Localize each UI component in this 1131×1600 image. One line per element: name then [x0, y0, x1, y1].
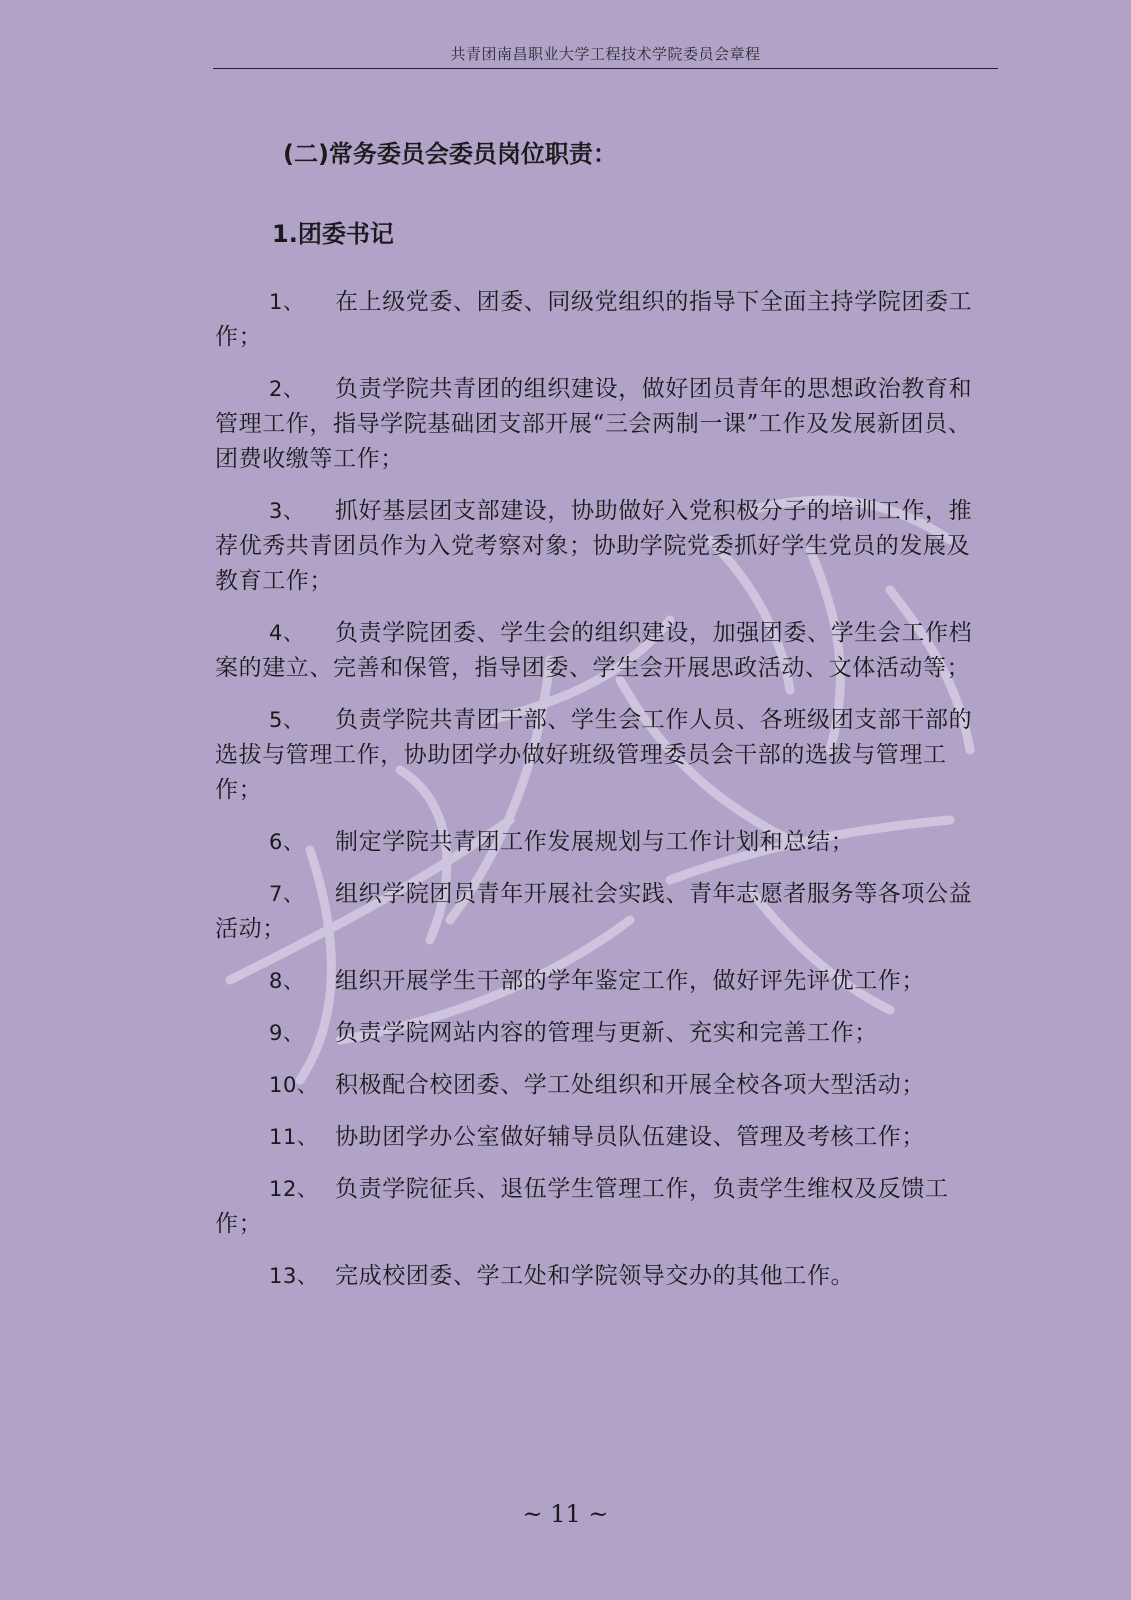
item-number: 6、 — [269, 830, 305, 854]
item-number: 3、 — [269, 499, 305, 523]
list-item — [215, 1068, 991, 1103]
item-number: 12、 — [269, 1177, 319, 1201]
item-number: 2、 — [269, 377, 305, 401]
item-text: 在上级党委、团委、同级党组织的指导下全面主持学院团委工作； — [215, 289, 973, 350]
item-number: 13、 — [269, 1264, 319, 1288]
item-number: 11、 — [269, 1125, 319, 1149]
item-text: 组织学院团员青年开展社会实践、青年志愿者服务等各项公益活动； — [215, 881, 973, 942]
item-number: 8、 — [269, 969, 305, 993]
list-item — [215, 1120, 991, 1155]
list-item — [215, 1172, 991, 1242]
item-text: 负责学院征兵、退伍学生管理工作，负责学生维权及反馈工作； — [215, 1176, 949, 1237]
page-header: 共青团南昌职业大学工程技术学院委员会章程 — [213, 40, 998, 69]
list-item — [215, 372, 991, 477]
item-text: 负责学院共青团干部、学生会工作人员、各班级团支部干部的选拔与管理工作，协助团学办做好班级管理委员会干部的选拔与管理工作； — [215, 707, 973, 803]
item-number: 10、 — [269, 1073, 319, 1097]
list-item — [215, 877, 991, 947]
item-text: 协助团学办公室做好辅导员队伍建设、管理及考核工作； — [335, 1124, 925, 1150]
item-text: 抓好基层团支部建设，协助做好入党积极分子的培训工作，推荐优秀共青团员作为入党考察对象；协助学院党委抓好学生党员的发展及教育工作； — [215, 498, 973, 594]
item-text: 组织开展学生干部的学年鉴定工作，做好评先评优工作； — [335, 968, 925, 994]
item-text: 积极配合校团委、学工处组织和开展全校各项大型活动； — [335, 1072, 925, 1098]
list-item — [215, 703, 991, 808]
item-number: 7、 — [269, 882, 305, 906]
item-text: 负责学院网站内容的管理与更新、充实和完善工作； — [335, 1020, 878, 1046]
duty-list — [215, 285, 991, 1311]
list-item — [215, 825, 991, 860]
item-text: 完成校团委、学工处和学院领导交办的其他工作。 — [335, 1263, 855, 1289]
list-item — [215, 616, 991, 686]
item-text: 负责学院共青团的组织建设，做好团员青年的思想政治教育和管理工作，指导学院基础团支部开展“三会两制一课”工作及发展新团员、团费收缴等工作； — [215, 376, 973, 472]
list-item — [215, 285, 991, 355]
page-number: ~ 11 ~ — [522, 1500, 609, 1528]
list-item — [215, 964, 991, 999]
list-item — [215, 494, 991, 599]
item-number: 1、 — [269, 290, 305, 314]
item-number: 4、 — [269, 621, 305, 645]
subsection-title: 1.团委书记 — [272, 220, 394, 248]
item-number: 5、 — [269, 708, 305, 732]
item-text: 负责学院团委、学生会的组织建设，加强团委、学生会工作档案的建立、完善和保管，指导团委、学生会开展思政活动、文体活动等； — [215, 620, 973, 681]
list-item — [215, 1016, 991, 1051]
section-title: (二)常务委员会委员岗位职责： — [283, 140, 617, 168]
list-item — [215, 1259, 991, 1294]
item-text: 制定学院共青团工作发展规划与工作计划和总结； — [335, 829, 855, 855]
item-number: 9、 — [269, 1021, 305, 1045]
